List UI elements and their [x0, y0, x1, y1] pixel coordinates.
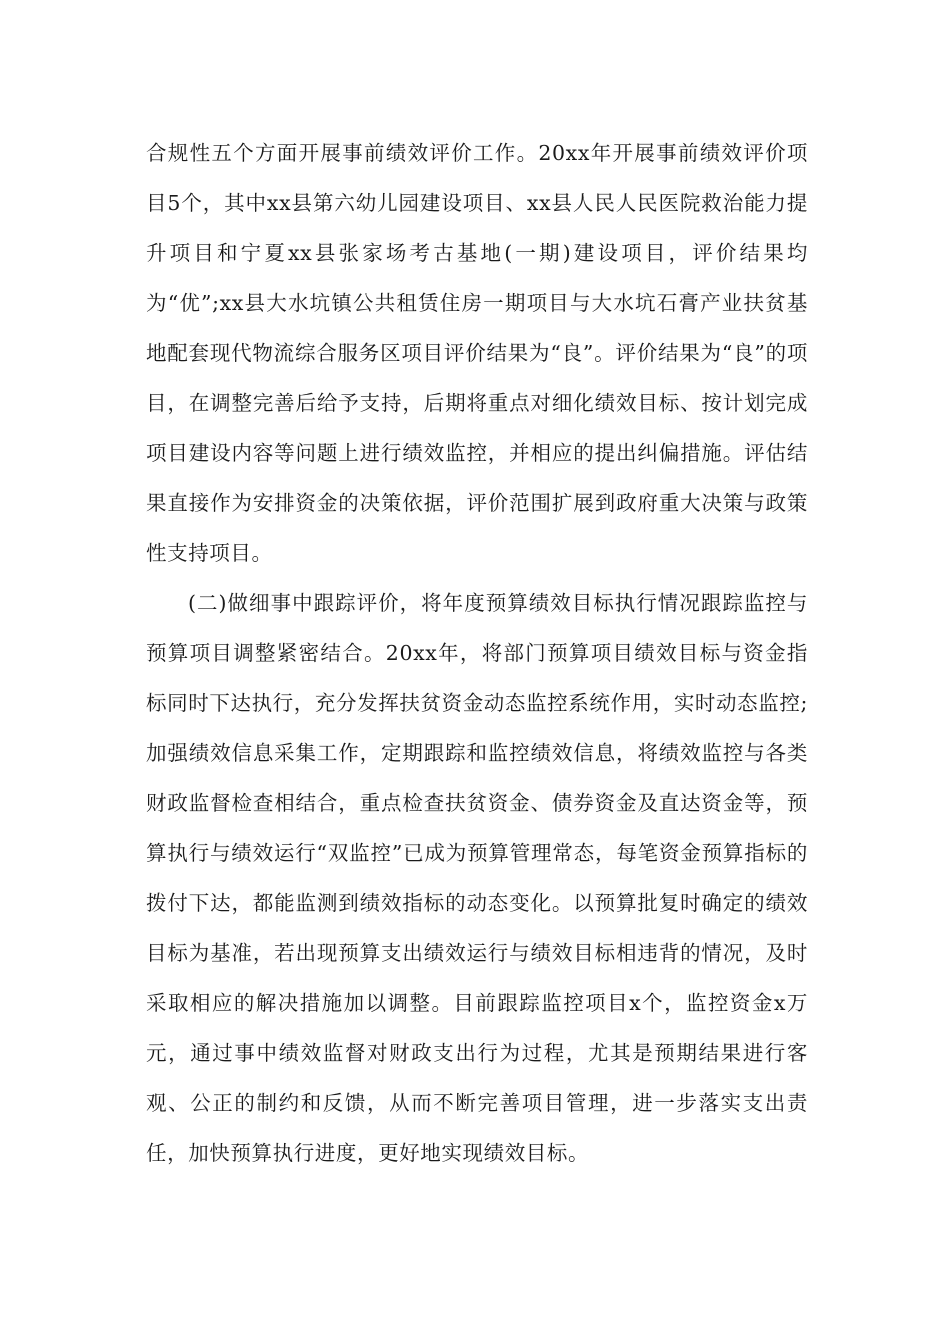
paragraph-mid-term-tracking: (二)做细事中跟踪评价，将年度预算绩效目标执行情况跟踪监控与预算项目调整紧密结合。20xx年，将部门预算项目绩效目标与资金指标同时下达执行，充分发挥扶贫资金动态监控系统作用，实时动态监控;加强绩效信息采集工作，定期跟踪和监控绩效信息，将绩效监控与各类财政监督检查相结合，重点检查扶贫资金、债券资金及直达资金等，预算执行与绩效运行“双监控”已成为预算管理常态，每笔资金预算指标的拨付下达，都能监测到绩效指标的动态变化。以预算批复时确定的绩效目标为基准，若出现预算支出绩效运行与绩效目标相违背的情况，及时采取相应的解决措施加以调整。目前跟踪监控项目x个，监控资金x万元，通过事中绩效监督对财政支出行为过程，尤其是预期结果进行客观、公正的制约和反馈，从而不断完善项目管理，进一步落实支出责任，加快预算执行进度，更好地实现绩效目标。: [146, 591, 808, 1165]
paragraph-evaluation-results: 合规性五个方面开展事前绩效评价工作。20xx年开展事前绩效评价项目5个，其中xx县第六幼儿园建设项目、xx县人民人民医院救治能力提升项目和宁夏xx县张家场考古基地(一期)建设项目，评价结果均为“优”;xx县大水坑镇公共租赁住房一期项目与大水坑石膏产业扶贫基地配套现代物流综合服务区项目评价结果为“良”。评价结果为“良”的项目，在调整完善后给予支持，后期将重点对细化绩效目标、按计划完成项目建设内容等问题上进行绩效监控，并相应的提出纠偏措施。评估结果直接作为安排资金的决策依据，评价范围扩展到政府重大决策与政策性支持项目。: [146, 141, 808, 565]
document-body: [146, 128, 808, 1178]
